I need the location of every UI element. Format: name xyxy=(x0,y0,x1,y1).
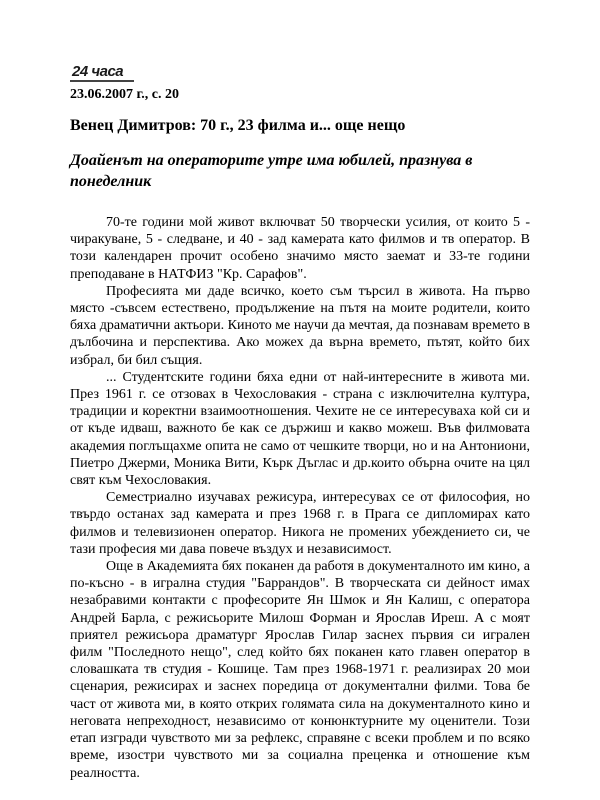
paragraph: ... Студентските години бяха едни от най-интересните в живота ми. През 1961 г. се отзовах в Чехословакия - страна с изключителна култура, традиции и коректни взаимоотношения. Чехите не се интересуваха кой си и от къде идваш, важното бе как се държиш и какво можеш. Във филмовата академия поглъщахме опита не само от чешките творци, но и на Антониони, Пиетро Джерми, Моника Вити, Кърк Дъглас и др.които обърна очите на цял свят към Чехословакия. xyxy=(70,369,530,489)
dateline: 23.06.2007 г., с. 20 xyxy=(70,87,179,102)
paragraph: Семестриално изучавах режисура, интересувах се от философия, но твърдо останах зад камерата и през 1968 г. в Прага се дипломирах като филмов и телевизионен оператор. Никога не промених убеждението си, че тази професия ми дава повече въздух и независимост. xyxy=(70,490,530,557)
newspaper-logo xyxy=(70,64,134,84)
logo-text: 24 часа xyxy=(72,63,124,80)
paragraph: 70-те години мой живот включват 50 творчески усилия, от които 5 - чиракуване, 5 - следване, и 40 - зад камерата като филмов и тв оператор. В този календарен прочит особено значимо място заемат и 33-те години преподаване в НАТФИЗ "Кр. Сарафов". xyxy=(70,215,530,282)
paragraph: Професията ми даде всичко, което съм търсил в живота. На първо място -съвсем естествено, продължение на пътя на моите родители, които бяха драматични актьори. Киното ме научи да мечтая, да познавам времето в дълбочина и перспектива. Ако можех да върна времето, пътят, който бих избрал, би бил същия. xyxy=(70,283,530,368)
article-subtitle: Доайенът на операторите утре има юбилей, празнува в понеделник xyxy=(70,152,473,190)
article-body xyxy=(70,214,530,782)
logo-underline xyxy=(70,80,134,82)
article-title: Венец Димитров: 70 г., 23 филма и... още нещо xyxy=(70,117,406,134)
paragraph: Още в Академията бях поканен да работя в документалното им кино, а по-късно - в игрална студия "Баррандов". В творческата си дейност имах незабравими контакти с професорите Ян Шмок и Ян Калиш, с оператора Андрей Барла, с режисьорите Милош Форман и Ярослав Иреш. А с моят приятел режисьора драматург Ярослав Гилар заснех първия си игрален филм "Последното нещо", след който бях поканен като главен оператор в словашката тв студия - Кошице. Там през 1968-1971 г. реализирах 20 мои сценария, режисирах и заснех поредица от документални филми. Това бе част от живота ми, в която открих голямата сила на документалното кино и неговата непреходност, независимо от конюнктурните му оценители. Този етап изгради чувството ми за рефлекс, справяне с всеки проблем и по всяко време, изостри чувството ми за социална преценка и отношение към реалността. xyxy=(70,559,530,781)
